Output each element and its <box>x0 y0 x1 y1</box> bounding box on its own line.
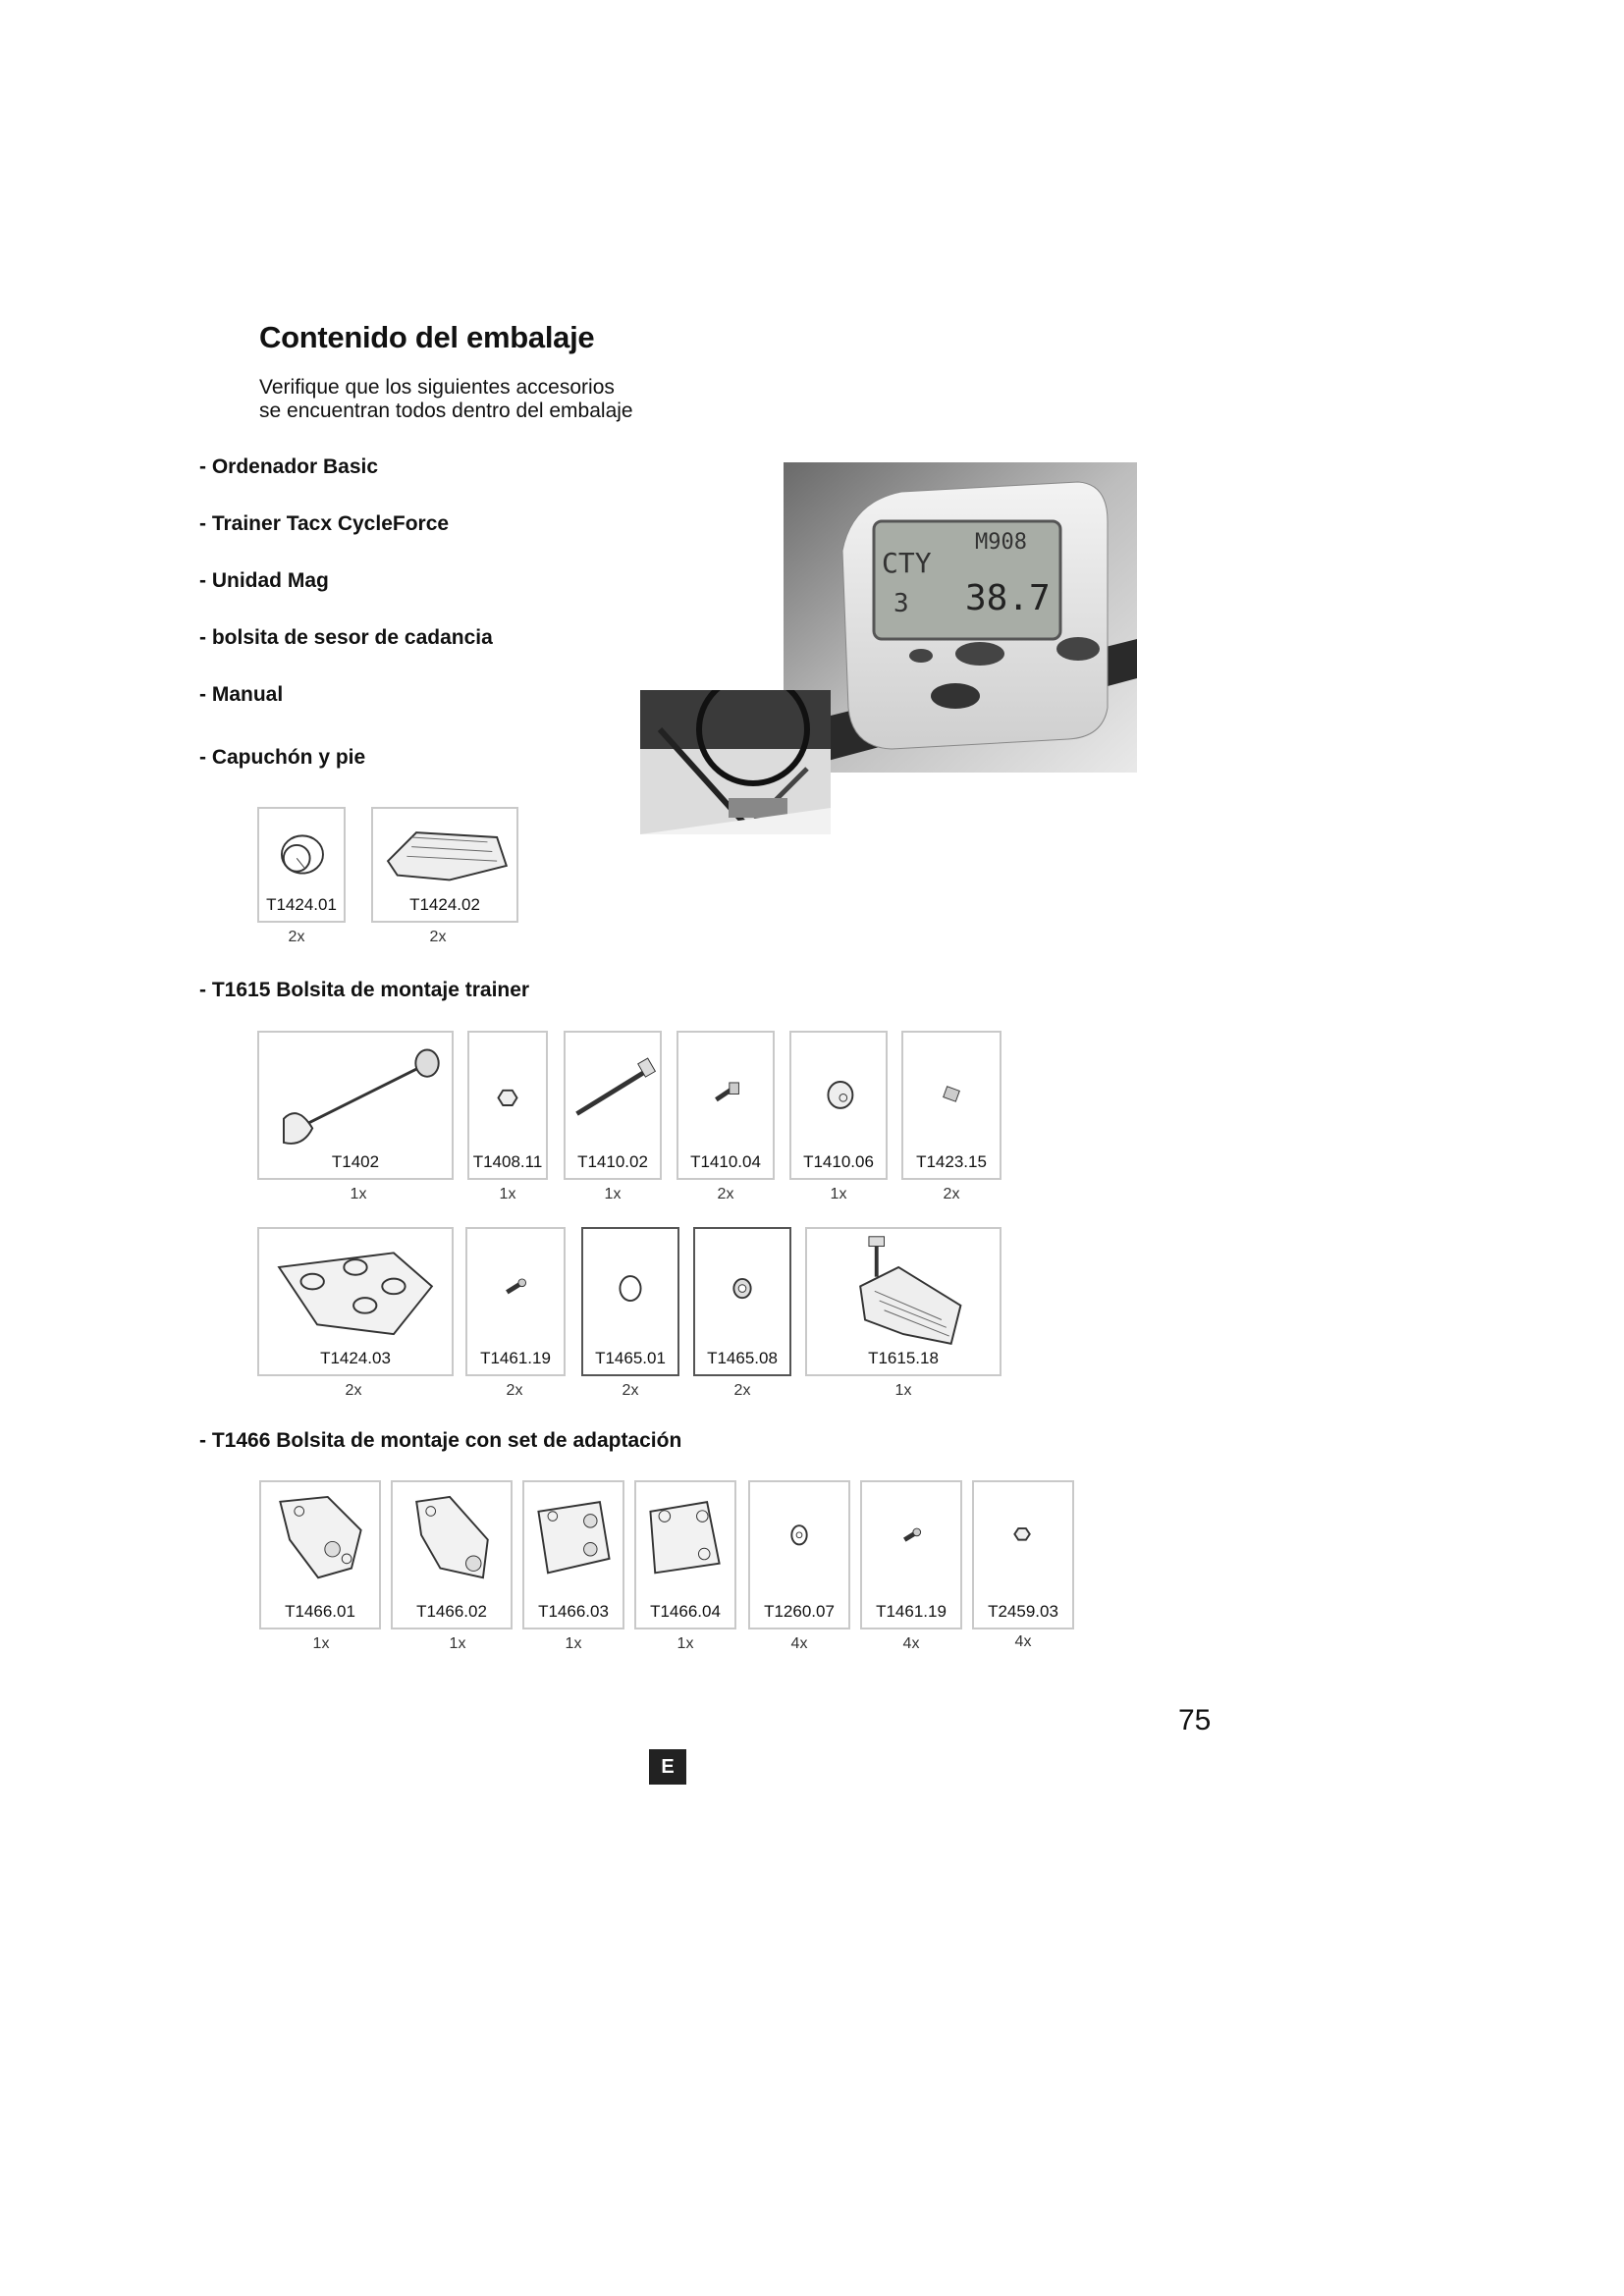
part-qty: 1x <box>830 1186 847 1202</box>
part-T1466-01 <box>259 1480 381 1629</box>
part-T1260-07 <box>748 1480 850 1629</box>
group-heading-t1466: - T1466 Bolsita de montaje con set de adaptación <box>199 1429 682 1452</box>
group-heading-t1615: - T1615 Bolsita de montaje trainer <box>199 979 530 1001</box>
part-qty: 1x <box>565 1635 582 1652</box>
part-T1615-18 <box>805 1227 1001 1376</box>
part-qty: 4x <box>902 1635 920 1652</box>
computer-photo <box>784 462 1137 773</box>
part-qty: 4x <box>790 1635 808 1652</box>
part-qty: 1x <box>604 1186 622 1202</box>
part-qty: 2x <box>506 1382 523 1399</box>
part-code: T1410.02 <box>577 1152 648 1171</box>
part-code: T2459.03 <box>988 1602 1058 1621</box>
part-T1466-03 <box>522 1480 624 1629</box>
intro-text <box>259 376 633 423</box>
part-code: T1410.04 <box>690 1152 761 1171</box>
part-qty: 2x <box>943 1186 960 1202</box>
part-code: T1260.07 <box>764 1602 835 1621</box>
item-computer: - Ordenador Basic <box>199 455 379 478</box>
part-qty: 1x <box>677 1635 694 1652</box>
part-T1424-02 <box>371 807 518 923</box>
part-T2459-03 <box>972 1480 1074 1629</box>
part-T1408-11 <box>467 1031 548 1180</box>
part-T1410-02 <box>564 1031 662 1180</box>
part-T1466-04 <box>634 1480 736 1629</box>
part-qty: 2x <box>717 1186 734 1202</box>
item-mag-unit: - Unidad Mag <box>199 569 329 592</box>
part-T1410-06 <box>789 1031 888 1180</box>
part-qty: 1x <box>350 1186 367 1202</box>
part-code: T1465.08 <box>707 1349 778 1367</box>
part-qty: 1x <box>449 1635 466 1652</box>
item-trainer: - Trainer Tacx CycleForce <box>199 512 450 535</box>
part-qty: 2x <box>288 929 305 945</box>
part-T1410-04 <box>677 1031 775 1180</box>
intro-line-2: se encuentran todos dentro del embalaje <box>259 400 633 422</box>
part-T1461-19 <box>465 1227 566 1376</box>
part-T1402 <box>257 1031 454 1180</box>
part-code: T1424.01 <box>266 895 337 914</box>
part-qty: 2x <box>733 1382 751 1399</box>
part-qty: 2x <box>429 929 447 945</box>
part-code: T1461.19 <box>876 1602 947 1621</box>
intro-line-1: Verifique que los siguientes accesorios <box>259 376 615 399</box>
item-manual: - Manual <box>199 683 284 706</box>
item-cap-foot: - Capuchón y pie <box>199 746 366 769</box>
part-code: T1402 <box>331 1152 380 1171</box>
part-qty: 4x <box>1014 1633 1032 1650</box>
part-code: T1466.04 <box>650 1602 721 1621</box>
part-T1424-01 <box>257 807 346 923</box>
part-code: T1466.02 <box>416 1602 487 1621</box>
display-top-text: M908 <box>975 530 1027 555</box>
part-code: T1465.01 <box>595 1349 666 1367</box>
part-code: T1410.06 <box>803 1152 874 1171</box>
part-code: T1408.11 <box>472 1152 543 1171</box>
part-code: T1466.03 <box>538 1602 609 1621</box>
item-cadence-bag: - bolsita de sesor de cadancia <box>199 626 493 649</box>
part-T1465-01 <box>581 1227 679 1376</box>
display-small-text: 3 <box>893 589 909 618</box>
part-code: T1466.01 <box>285 1602 355 1621</box>
page-number: 75 <box>1178 1704 1212 1736</box>
page-title: Contenido del embalaje <box>259 320 595 354</box>
part-code: T1461.19 <box>480 1349 551 1367</box>
part-T1423-15 <box>901 1031 1001 1180</box>
part-qty: 1x <box>312 1635 330 1652</box>
part-code: T1424.02 <box>409 895 480 914</box>
language-tab: E <box>649 1749 686 1785</box>
display-value-text: 38.7 <box>965 578 1051 618</box>
part-code: T1423.15 <box>916 1152 987 1171</box>
part-code: T1615.18 <box>868 1349 939 1367</box>
trainer-photo <box>640 690 831 834</box>
part-T1424-03 <box>257 1227 454 1376</box>
part-qty: 2x <box>622 1382 639 1399</box>
display-left-text: CTY <box>882 547 932 579</box>
part-qty: 2x <box>345 1382 362 1399</box>
part-qty: 1x <box>499 1186 516 1202</box>
part-code: T1424.03 <box>320 1349 391 1367</box>
part-T1466-02 <box>391 1480 513 1629</box>
part-T1465-08 <box>693 1227 791 1376</box>
part-qty: 1x <box>894 1382 912 1399</box>
part-T1461-19-b <box>860 1480 962 1629</box>
